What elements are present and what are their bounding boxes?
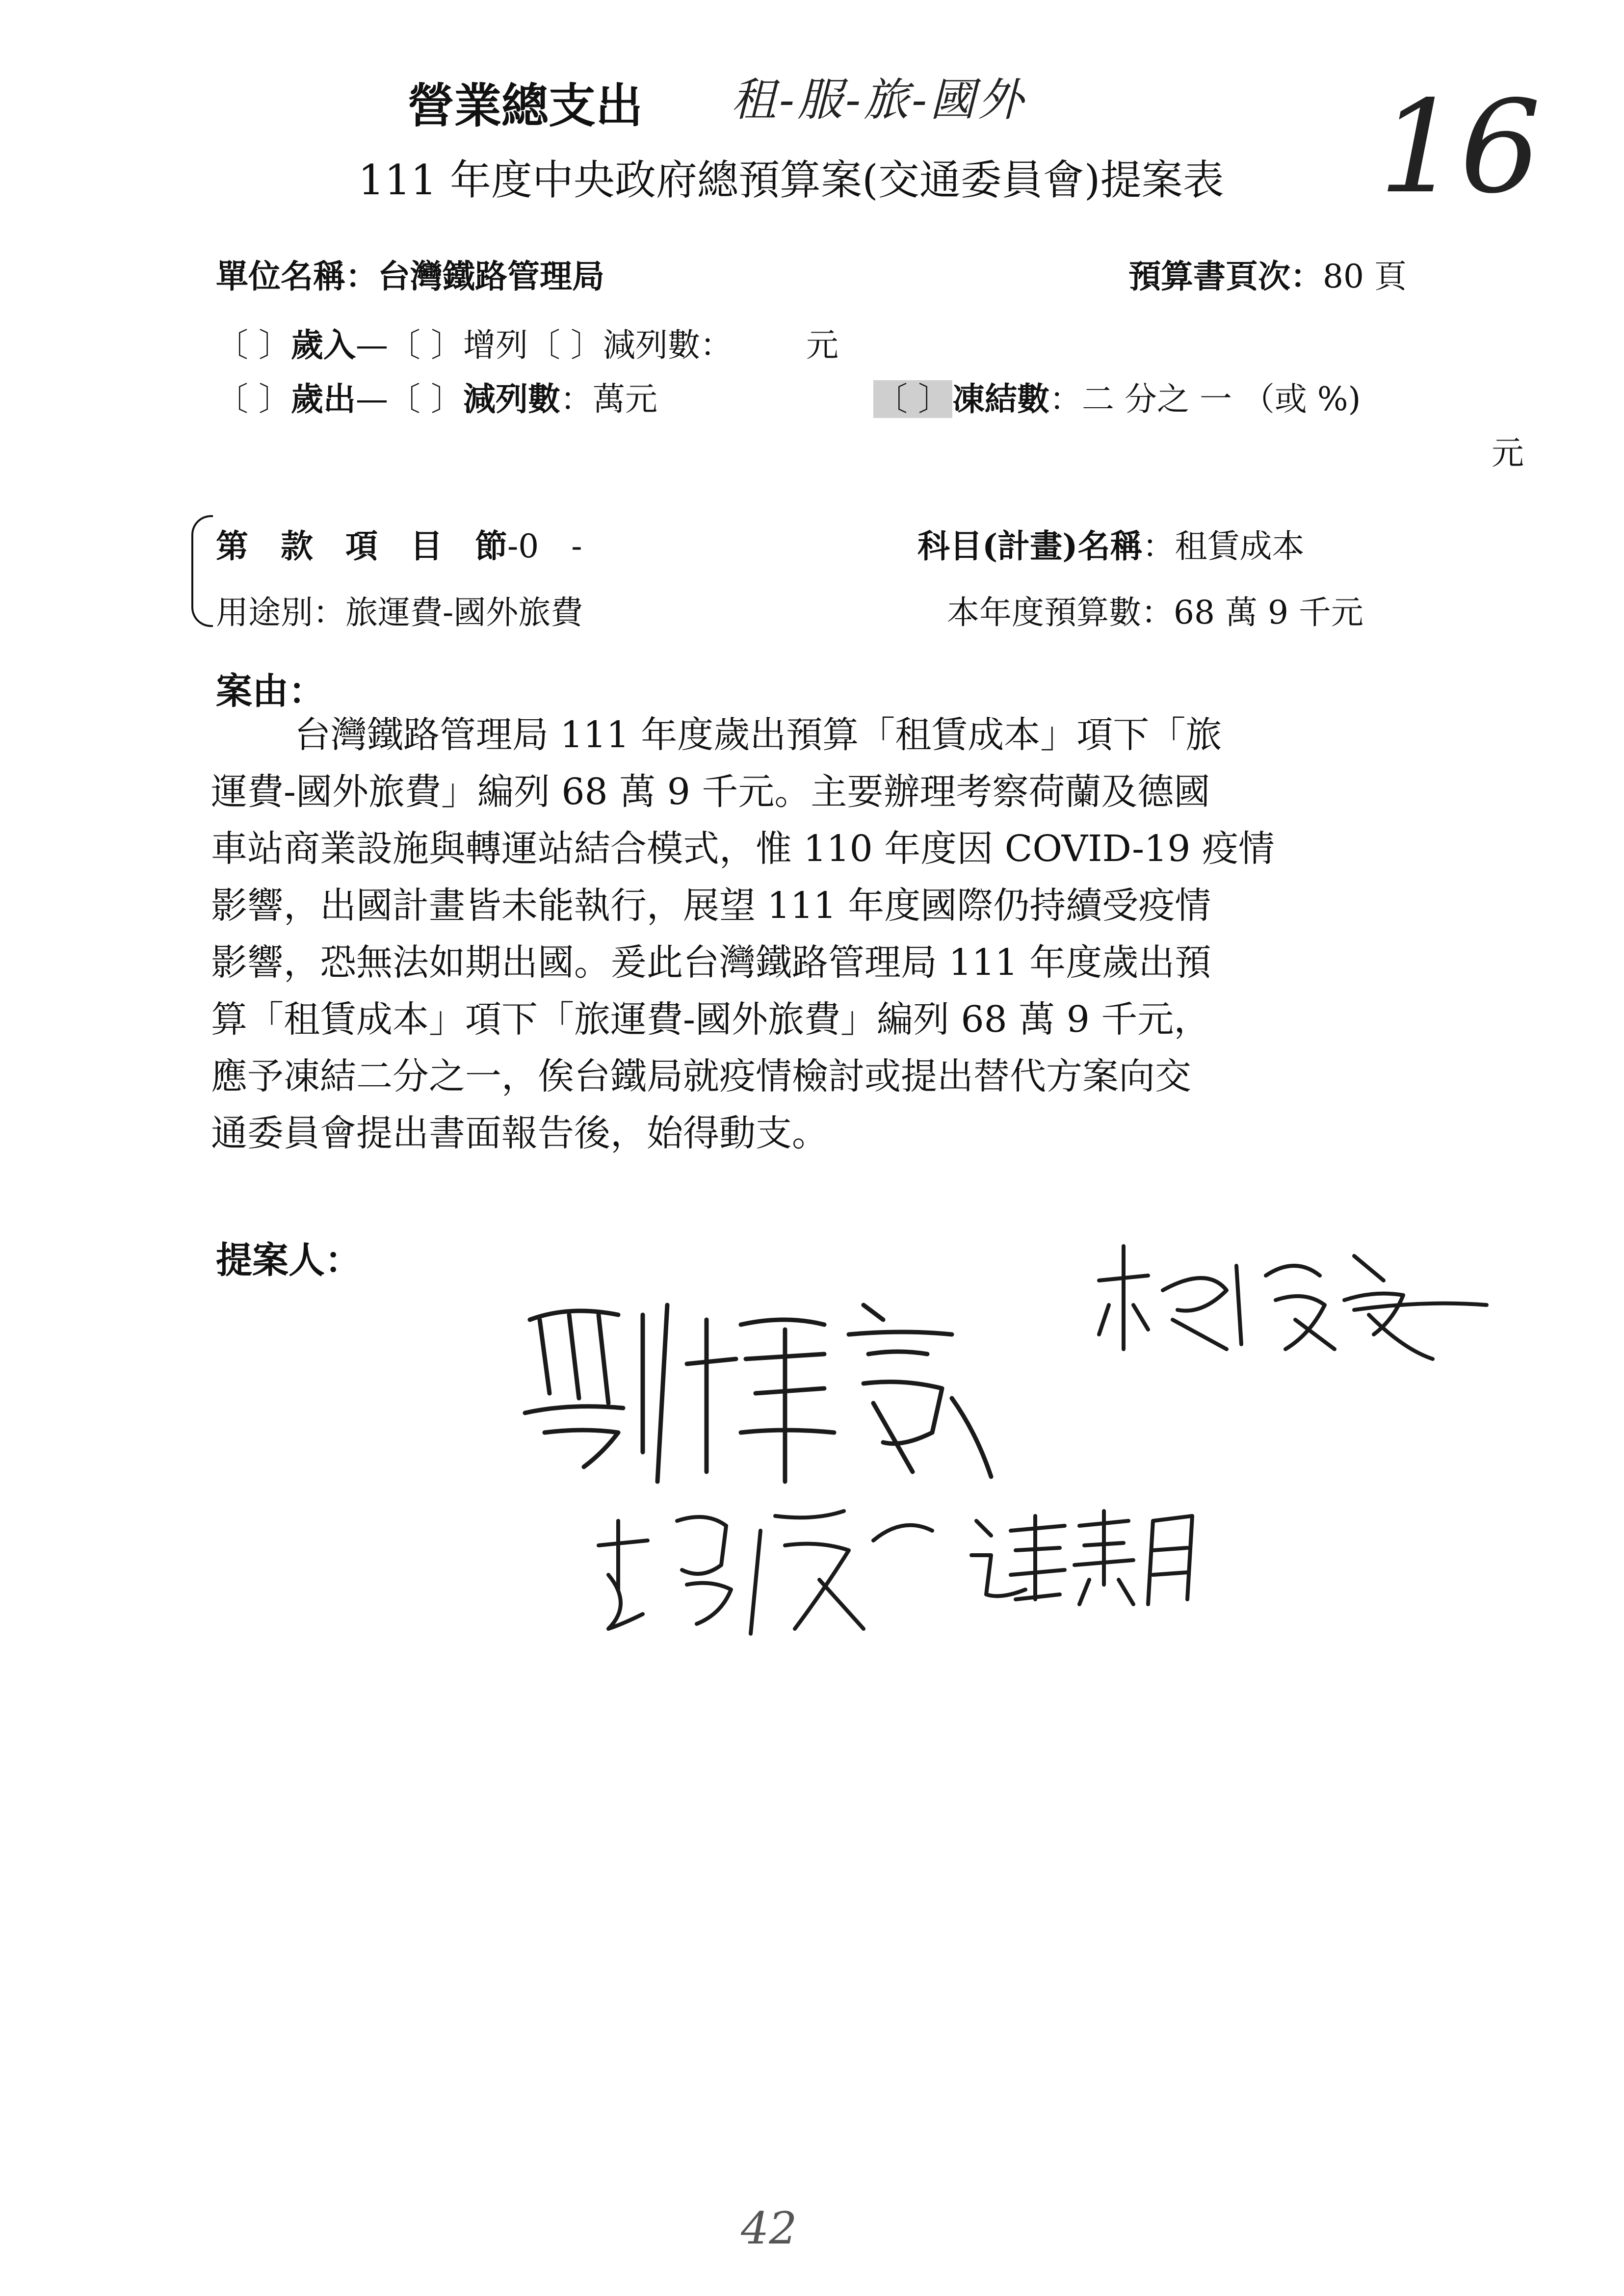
freeze-unit: 元 xyxy=(1492,434,1524,472)
reason-label: 案由： xyxy=(216,670,325,712)
form-subtitle: 111 年度中央政府總預算案(交通委員會)提案表 xyxy=(358,156,1224,204)
expenditure-label: 歲出 xyxy=(290,380,356,418)
form-title: 營業總支出 xyxy=(407,78,643,133)
section-row xyxy=(216,520,582,567)
budget-page-value: 80 頁 xyxy=(1323,258,1407,295)
subject-row xyxy=(917,520,1304,567)
unit-label: 單位名稱： xyxy=(216,257,378,295)
section-value: -0 - xyxy=(507,527,582,565)
proposer-label: 提案人： xyxy=(216,1239,361,1281)
reason-line: 影響，出國計畫皆未能執行，展望 111 年度國際仍持續受疫情 xyxy=(211,885,1211,927)
revenue-options: —〔 〕增列〔 〕減列數： xyxy=(355,326,733,364)
revenue-label: 歲入 xyxy=(290,326,356,364)
handwritten-note: 租-服-旅-國外 xyxy=(731,74,1026,126)
unit-value: 台灣鐵路管理局 xyxy=(378,257,604,295)
budget-row xyxy=(947,586,1363,633)
signature-3 xyxy=(589,1501,942,1648)
freeze-row xyxy=(873,373,1361,419)
subject-value: ：租賃成本 xyxy=(1142,527,1305,565)
unit-row xyxy=(216,250,604,297)
reason-line: 運費-國外旅費」編列 68 萬 9 千元。主要辦理考察荷蘭及德國 xyxy=(211,771,1210,813)
signature-4 xyxy=(962,1501,1217,1614)
revenue-bracket: 〔 〕 xyxy=(216,326,291,364)
reason-line: 車站商業設施與轉運站結合模式，惟 110 年度因 COVID-19 疫情 xyxy=(211,828,1275,870)
purpose-value: 旅運費-國外旅費 xyxy=(345,594,583,631)
item-brace xyxy=(191,515,213,627)
reason-body xyxy=(211,706,1408,1162)
budget-value: 68 萬 9 千元 xyxy=(1174,594,1363,631)
expenditure-row xyxy=(216,373,657,419)
signature-1 xyxy=(510,1285,1089,1491)
freeze-bracket: 〔 〕 xyxy=(873,380,952,418)
page-mark: 16 xyxy=(1379,74,1541,222)
reduce-label: 減列數 xyxy=(463,380,560,418)
reduce-value: ：萬元 xyxy=(560,380,657,418)
purpose-row xyxy=(216,586,583,633)
subject-label: 科目(計畫)名稱 xyxy=(917,527,1143,565)
budget-page-label: 預算書頁次： xyxy=(1128,257,1323,295)
signature-2 xyxy=(1079,1236,1496,1369)
purpose-label: 用途別： xyxy=(216,594,345,631)
budget-page-row xyxy=(1128,250,1407,297)
reason-line: 算「租賃成本」項下「旅運費-國外旅費」編列 68 萬 9 千元， xyxy=(211,998,1210,1041)
reason-line: 通委員會提出書面報告後，始得動支。 xyxy=(211,1112,828,1154)
freeze-value: ：二 分之 一 （或 %) xyxy=(1049,380,1361,418)
reason-line: 應予凍結二分之一，俟台鐵局就疫情檢討或提出替代方案向交 xyxy=(211,1055,1191,1097)
reason-line: 影響，恐無法如期出國。爰此台灣鐵路管理局 111 年度歲出預 xyxy=(211,941,1211,984)
revenue-row xyxy=(216,319,838,365)
reason-line: 台灣鐵路管理局 111 年度歲出預算「租賃成本」項下「旅 xyxy=(294,714,1222,756)
section-label: 第 款 項 目 節 xyxy=(216,527,507,565)
freeze-label: 凍結數 xyxy=(952,380,1049,418)
footer-page-number: 42 xyxy=(741,2203,797,2254)
revenue-unit: 元 xyxy=(806,326,838,364)
expenditure-bracket: 〔 〕 xyxy=(216,380,291,418)
expenditure-options: —〔 〕 xyxy=(355,380,463,418)
budget-label: 本年度預算數： xyxy=(947,594,1174,631)
